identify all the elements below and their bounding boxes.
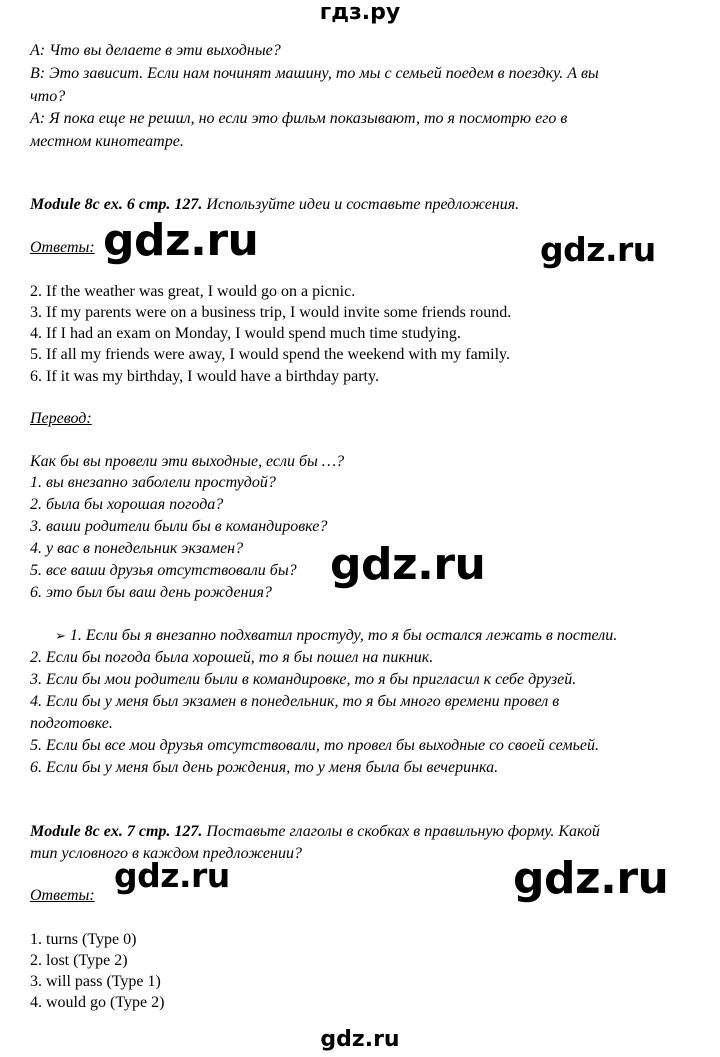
question-line: 6. это был бы ваш день рождения? bbox=[30, 584, 272, 601]
watermark: gdz.ru bbox=[540, 230, 656, 269]
ex7-reference: Module 8c ex. 7 стр. 127. bbox=[30, 823, 203, 840]
question-line: Как бы вы провели эти выходные, если бы …? bbox=[30, 453, 345, 470]
question-line: 1. вы внезапно заболели простудой? bbox=[30, 474, 276, 491]
site-header: гдз.ру bbox=[319, 0, 401, 25]
ex6-answers-label: Ответы: bbox=[30, 239, 95, 256]
translation-line: 1. Если бы я внезапно подхватил простуду, то я бы остался лежать в постели. bbox=[69, 627, 618, 644]
translation-line: 6. Если бы у меня был день рождения, то у меня была бы вечеринка. bbox=[30, 759, 499, 776]
answer-line: 4. would go (Type 2) bbox=[30, 994, 165, 1011]
dialogue-line: местном кинотеатре. bbox=[30, 133, 184, 150]
watermark: gdz.ru bbox=[330, 539, 486, 590]
answer-line: 2. If the weather was great, I would go on a picnic. bbox=[30, 283, 356, 300]
answer-line: 5. If all my friends were away, I would spend the weekend with my family. bbox=[30, 346, 511, 363]
ex7-task-continued: тип условного в каждом предложении? bbox=[30, 845, 302, 862]
translation-line: 5. Если бы все мои друзья отсутствовали, то провел бы выходные со своей семьей. bbox=[30, 737, 599, 754]
ex6-heading bbox=[30, 195, 519, 215]
dialogue-line: B: Это зависит. Если нам починят машину, то мы с семьей поедем в поездку. А вы bbox=[30, 65, 599, 82]
translation-line: подготовке. bbox=[30, 715, 113, 732]
watermark: gdz.ru bbox=[114, 856, 230, 895]
translation-line: 4. Если бы у меня был экзамен в понедельник, то я бы много времени провел в bbox=[30, 693, 560, 710]
question-line: 4. у вас в понедельник экзамен? bbox=[30, 540, 244, 557]
dialogue-line: что? bbox=[30, 88, 66, 105]
watermark: gdz.ru bbox=[103, 215, 259, 266]
ex7-task: Поставьте глаголы в скобках в правильную форму. Какой bbox=[202, 823, 600, 840]
answer-line: 3. will pass (Type 1) bbox=[30, 973, 161, 990]
translation-line: 3. Если бы мои родители были в командировке, то я бы пригласил к себе друзей. bbox=[30, 671, 577, 688]
watermark: gdz.ru bbox=[513, 853, 669, 904]
answer-line: 4. If I had an exam on Monday, I would spend much time studying. bbox=[30, 325, 461, 342]
question-line: 5. все ваши друзья отсутствовали бы? bbox=[30, 562, 297, 579]
dialogue-line: A: Я пока еще не решил, но если это фильм показывают, то я посмотрю его в bbox=[30, 110, 568, 127]
arrow-bullet-icon: ➢ bbox=[55, 629, 66, 644]
translation-first-line bbox=[55, 626, 617, 647]
translation-line: 2. Если бы погода была хорошей, то я бы пошел на пикник. bbox=[30, 649, 434, 666]
question-line: 3. ваши родители были бы в командировке? bbox=[30, 518, 328, 535]
ex7-heading bbox=[30, 822, 600, 842]
answer-line: 6. If it was my birthday, I would have a birthday party. bbox=[30, 368, 379, 385]
site-footer: gdz.ru bbox=[320, 1027, 400, 1052]
answer-line: 3. If my parents were on a business trip, I would invite some friends round. bbox=[30, 304, 512, 321]
dialogue-line: A: Что вы делаете в эти выходные? bbox=[30, 42, 281, 59]
question-line: 2. была бы хорошая погода? bbox=[30, 496, 224, 513]
ex6-task: Используйте идеи и составьте предложения. bbox=[202, 196, 520, 213]
ex6-reference: Module 8c ex. 6 стр. 127. bbox=[30, 196, 203, 213]
answer-line: 1. turns (Type 0) bbox=[30, 931, 137, 948]
answer-line: 2. lost (Type 2) bbox=[30, 952, 128, 969]
ex7-answers-label: Ответы: bbox=[30, 887, 95, 904]
ex6-translation-label: Перевод: bbox=[30, 410, 92, 427]
